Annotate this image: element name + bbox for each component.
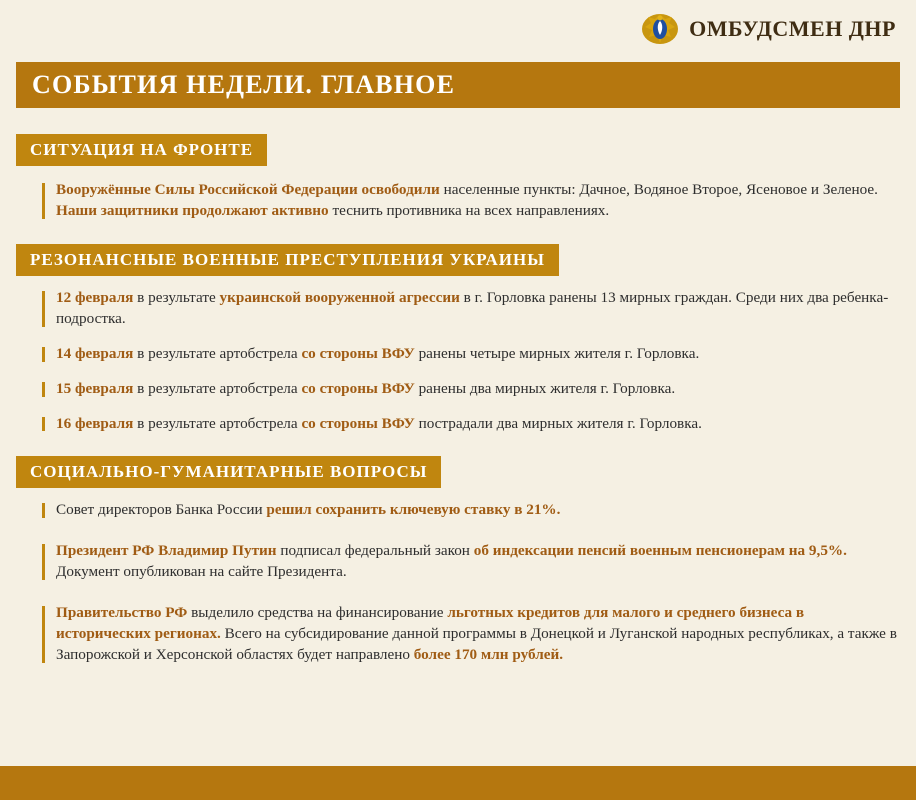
list-item (42, 603, 900, 666)
section-front (16, 134, 900, 222)
section-heading-front: СИТУАЦИЯ НА ФРОНТЕ (16, 134, 267, 166)
emphasis-text: со стороны ВФУ (301, 379, 419, 397)
body-text: в результате артобстрела (137, 344, 302, 362)
emphasis-text: со стороны ВФУ (301, 414, 419, 432)
emphasis-text: Президент РФ Владимир Путин (56, 542, 281, 560)
section-heading-crimes: РЕЗОНАНСНЫЕ ВОЕННЫЕ ПРЕСТУПЛЕНИЯ УКРАИНЫ (16, 244, 559, 276)
emphasis-text: со стороны ВФУ (301, 344, 419, 362)
body-text: в результате артобстрела (137, 379, 302, 397)
body-text: Совет директоров Банка России (56, 501, 267, 519)
body-text: выделило средства на финансирование (191, 604, 448, 622)
emphasis-text: решил сохранить ключевую ставку в 21%. (266, 501, 561, 519)
list-item (42, 414, 900, 435)
body-text: Всего на субсидирование данной программы в Донецкой и Луганской народных республиках, а также в Запорожской и Херсонской областях будет направлено (56, 625, 897, 664)
section-items-crimes (16, 288, 900, 435)
emphasis-text: 16 февраля (56, 414, 138, 432)
list-item (42, 344, 900, 365)
body-text: теснить противника на всех направлениях. (332, 201, 610, 219)
brand-title: ОМБУДСМЕН ДНР (689, 16, 896, 41)
body-text: пострадали два мирных жителя г. Горловка. (418, 414, 702, 432)
body-text: ранены два мирных жителя г. Горловка. (418, 379, 676, 397)
body-text: в результате артобстрела (137, 414, 302, 432)
body-text: Документ опубликован на сайте Президента. (56, 563, 347, 581)
section-crimes (16, 244, 900, 435)
body-text: подписал федеральный закон (280, 542, 474, 560)
emphasis-text: льготных кредитов для малого и среднего бизнеса в исторических регионах. (56, 604, 805, 643)
content-area (0, 108, 916, 766)
section-items-front (16, 180, 900, 222)
emphasis-text: Вооружённые Силы Российской Федерации освободили (56, 180, 444, 198)
emphasis-text: более 170 млн рублей. (413, 646, 564, 664)
page-title-banner (16, 62, 900, 108)
section-heading-social: СОЦИАЛЬНО-ГУМАНИТАРНЫЕ ВОПРОСЫ (16, 456, 441, 488)
bottom-accent-bar-fill (0, 766, 916, 800)
list-item (42, 500, 900, 521)
list-item (42, 379, 900, 400)
body-text: населенные пункты: Дачное, Водяное Второе, Ясеновое и Зеленое. (443, 180, 878, 198)
body-text: в результате (137, 288, 220, 306)
list-item (42, 288, 900, 330)
bottom-accent-bar (0, 766, 916, 800)
brand-bar (0, 0, 916, 58)
emphasis-text: 15 февраля (56, 379, 138, 397)
eagle-emblem-icon (641, 10, 679, 48)
section-items-social (16, 500, 900, 666)
page-title: СОБЫТИЯ НЕДЕЛИ. ГЛАВНОЕ (32, 70, 456, 99)
list-item (42, 180, 900, 222)
emphasis-text: 12 февраля (56, 288, 138, 306)
emphasis-text: Правительство РФ (56, 604, 192, 622)
section-social (16, 456, 900, 666)
list-item (42, 541, 900, 583)
body-text: в г. Горловка ранены 13 мирных граждан. Среди них два ребенка-подростка. (56, 288, 889, 327)
emphasis-text: Наши защитники продолжают активно (56, 201, 333, 219)
body-text: ранены четыре мирных жителя г. Горловка. (418, 344, 700, 362)
emphasis-text: украинской вооруженной агрессии (219, 288, 464, 306)
emphasis-text: 14 февраля (56, 344, 138, 362)
emphasis-text: об индексации пенсий военным пенсионерам на 9,5%. (473, 542, 847, 560)
